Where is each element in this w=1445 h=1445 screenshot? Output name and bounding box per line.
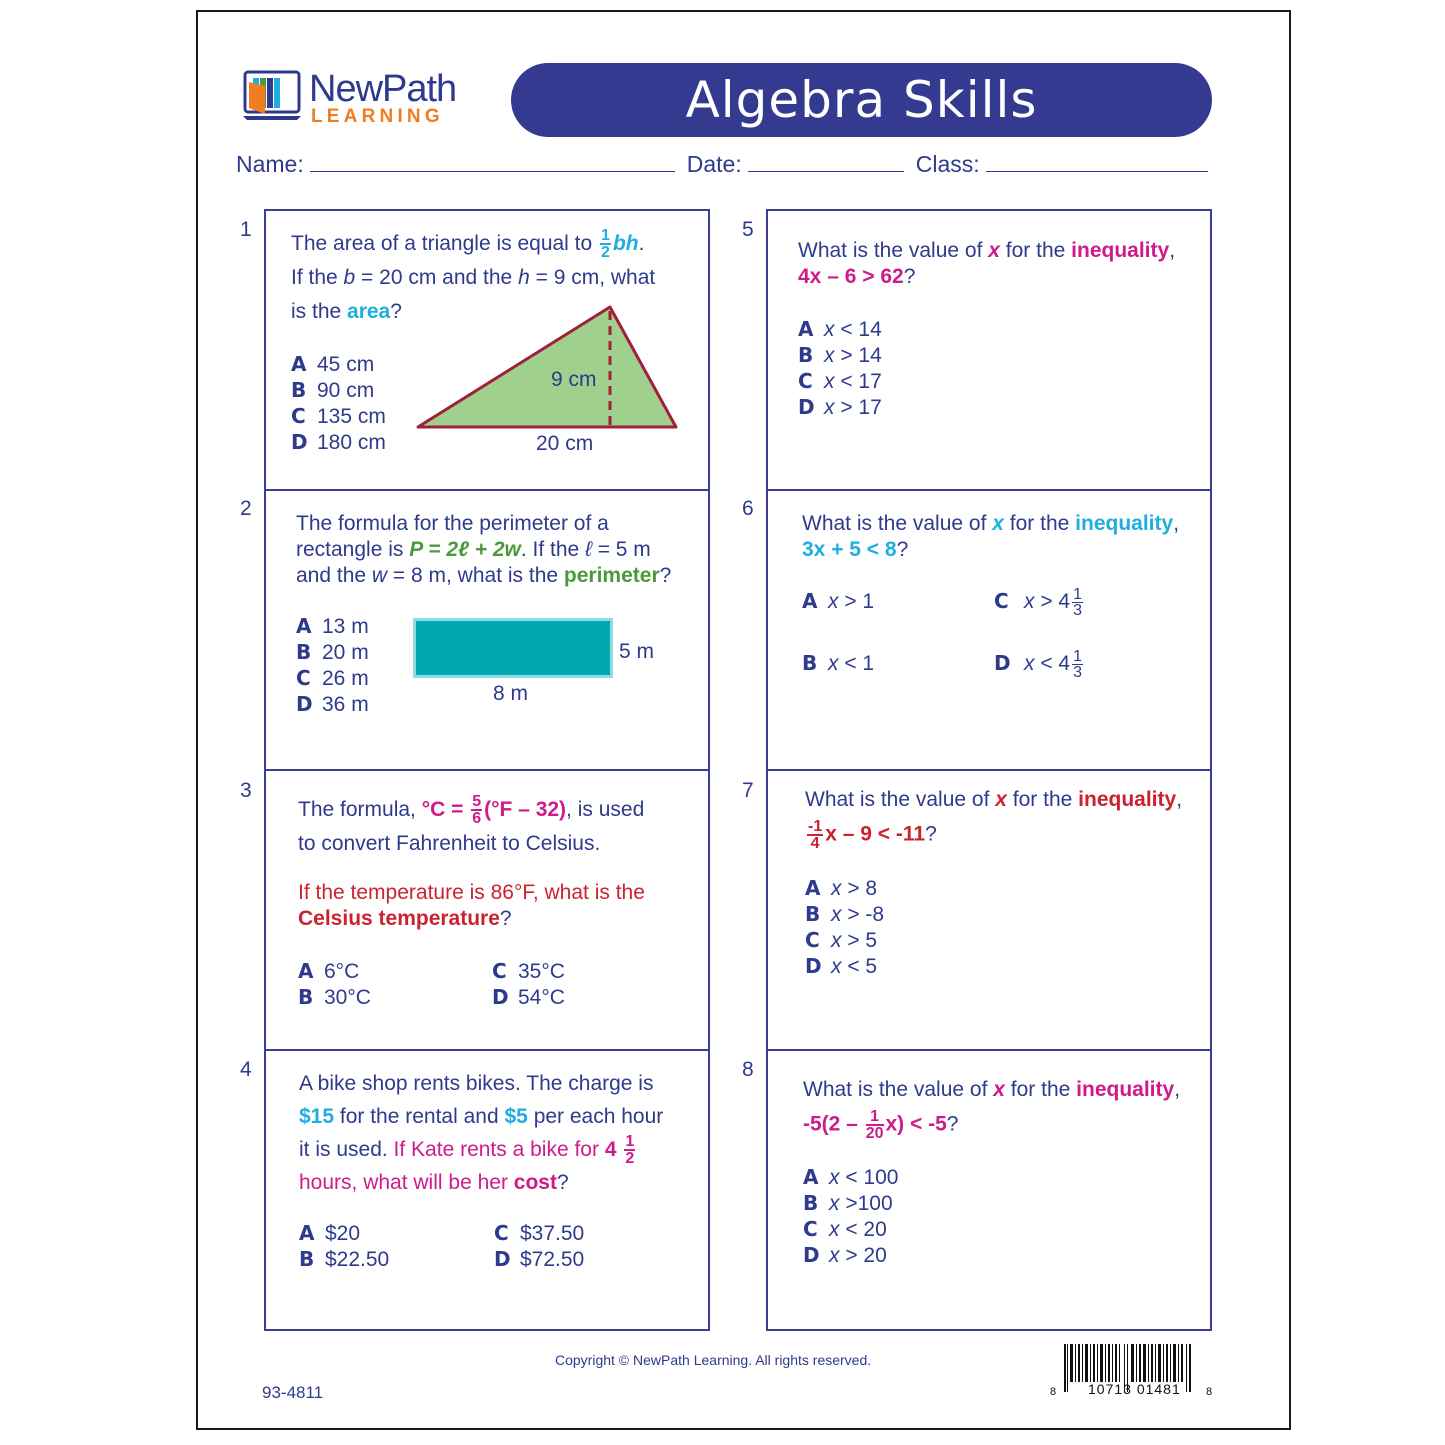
question-number: 5 [742, 218, 754, 241]
product-code: 93-4811 [262, 1383, 324, 1402]
question-number: 8 [742, 1058, 754, 1081]
answer-option[interactable]: D 180 cm [291, 430, 386, 454]
fraction: $\frac{1}{3}$ [1073, 647, 1083, 681]
name-label: Name: [236, 151, 304, 177]
question-number: 4 [240, 1058, 252, 1081]
question-5-text: What is the value of x for the inequality, 4x – 6 > 62? [798, 239, 1176, 288]
student-info-row [236, 150, 1216, 184]
answer-option[interactable]: A $20 [299, 1221, 361, 1245]
answer-option[interactable]: B 90 cm [291, 378, 375, 402]
fraction: $\frac{5}{6}$ [472, 793, 482, 828]
answer-option[interactable]: A 13 m [296, 614, 369, 638]
question-5-box [766, 209, 1212, 491]
triangle-height-label: 9 cm [551, 368, 597, 391]
answer-option[interactable]: A x > 8 [805, 876, 878, 900]
answer-option[interactable]: C $37.50 [494, 1221, 585, 1245]
question-number: 2 [240, 497, 252, 520]
name-field[interactable] [310, 150, 675, 172]
answer-option[interactable]: D x > 20 [803, 1243, 887, 1267]
book-monitor-icon [243, 70, 301, 122]
question-8-text: What is the value of x for the inequality, -5(2 – $\frac{1}{20}$ x) < -5? [803, 1078, 1181, 1142]
question-3-box [264, 769, 710, 1051]
barcode-right-digit: 8 [1206, 1386, 1213, 1398]
answer-option[interactable]: A 6°C [298, 959, 360, 983]
question-4-box [264, 1049, 710, 1331]
question-1-box [264, 209, 710, 491]
fraction: $\frac{1}{2}$ [625, 1133, 635, 1168]
logo-newpath-text: NewPath [309, 68, 457, 110]
fraction: $\frac{-1}{4}$ [808, 818, 823, 852]
question-3-text: The formula, °C = $\frac{5}{6}$ (°F – 32), is used to convert Fahrenheit to Celsius. [298, 793, 645, 855]
answer-option[interactable]: C x < 20 [803, 1217, 887, 1241]
answer-option[interactable]: A 45 cm [291, 352, 375, 376]
answer-option[interactable]: D x < 4 $\frac{1}{3}$ [994, 647, 1083, 681]
question-number: 3 [240, 779, 252, 802]
answer-option[interactable]: B x < 1 [802, 651, 875, 675]
question-6-text: What is the value of x for the inequality, 3x + 5 < 8? [802, 512, 1180, 561]
answer-option[interactable]: B x > 14 [798, 343, 882, 367]
question-6-box [766, 489, 1212, 771]
answer-option[interactable]: C 26 m [296, 666, 369, 690]
question-4-text: A bike shop rents bikes. The charge is $15 for the rental and $5 per each hour it is used. If Kate rents a bike for 4 $\frac{1}{2}$ hours, what will be her cost? [299, 1072, 664, 1195]
answer-option[interactable]: D 54°C [492, 985, 565, 1009]
answer-option[interactable]: D x < 5 [805, 954, 878, 978]
question-7-box [766, 769, 1212, 1051]
answer-option[interactable]: B 30°C [298, 985, 371, 1009]
page-title: Algebra Skills [511, 63, 1212, 137]
rectangle-base-label: 8 m [493, 682, 529, 705]
answer-option[interactable]: B $22.50 [299, 1247, 390, 1271]
rectangle-figure [413, 618, 613, 678]
class-label: Class: [915, 151, 980, 177]
question-8-box [766, 1049, 1212, 1331]
answer-option[interactable]: C 135 cm [291, 404, 386, 428]
class-field[interactable] [986, 150, 1208, 172]
answer-option[interactable]: C x < 17 [798, 369, 882, 393]
barcode-digits: 10713 01481 [1088, 1381, 1181, 1397]
barcode-left-digit: 8 [1050, 1386, 1057, 1398]
question-3-prompt: If the temperature is 86°F, what is the Celsius temperature? [298, 881, 645, 930]
question-number: 1 [240, 218, 252, 241]
answer-option[interactable]: B x >100 [803, 1191, 893, 1215]
answer-option[interactable]: B x > -8 [805, 902, 885, 926]
newpath-logo [243, 70, 493, 126]
question-7-text: What is the value of x for the inequality, $\frac{-1}{4}$ x – 9 < -11? [805, 788, 1183, 852]
answer-option[interactable]: A x > 1 [802, 589, 875, 613]
answer-option[interactable]: B 20 m [296, 640, 369, 664]
question-number: 7 [742, 779, 754, 802]
answer-option[interactable]: C x > 5 [805, 928, 878, 952]
triangle-figure [414, 303, 684, 433]
question-2-text: The formula for the perimeter of a rectangle is P = 2ℓ + 2w. If the ℓ = 5 m and the w = 8 m, what is the perimeter? [296, 512, 672, 587]
answer-option[interactable]: D 36 m [296, 692, 369, 716]
rectangle-side-label: 5 m [619, 640, 655, 663]
question-number: 6 [742, 497, 754, 520]
date-label: Date: [686, 151, 742, 177]
triangle-base-label: 20 cm [536, 432, 594, 455]
fraction: $\frac{1}{3}$ [1073, 585, 1083, 619]
question-1-text: The area of a triangle is equal to $\frac{1}{2}$ bh. If the b = 20 cm and the h = 9 cm, what is the area? [291, 227, 656, 323]
answer-option[interactable]: A x < 100 [803, 1165, 899, 1189]
fraction: $\frac{1}{20}$ [865, 1108, 884, 1142]
answer-option[interactable]: C 35°C [492, 959, 565, 983]
logo-learning-text: LEARNING [311, 106, 444, 127]
question-2-box [264, 489, 710, 771]
barcode [1050, 1344, 1220, 1406]
date-field[interactable] [748, 150, 904, 172]
fraction: $\frac{1}{2}$ [601, 227, 610, 262]
answer-option[interactable]: D $72.50 [494, 1247, 585, 1271]
copyright-notice: Copyright © NewPath Learning. All rights reserved. [555, 1352, 872, 1368]
answer-option[interactable]: D x > 17 [798, 395, 882, 419]
answer-option[interactable]: C x > 4 $\frac{1}{3}$ [994, 585, 1083, 619]
answer-option[interactable]: A x < 14 [798, 317, 882, 341]
